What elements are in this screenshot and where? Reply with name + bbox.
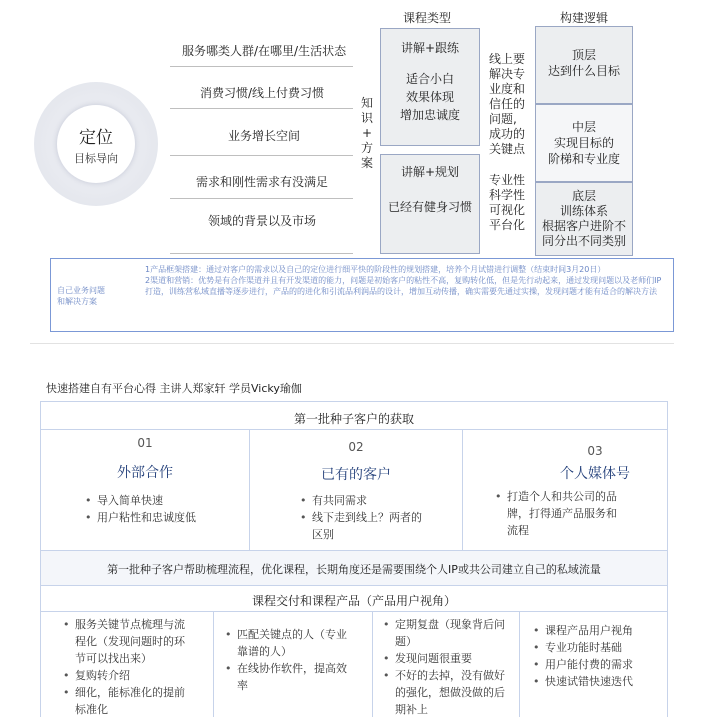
row-4: 需求和刚性需求有没满足 [196,175,329,189]
notes-text: 1产品框架搭建：通过对客户的需求以及自己的定位进行细平快的阶段性的规划搭建，培养个月试错进行调整（结束时间3月20日） 2渠道和营销：优势是有合作渠道并且有开发渠道的能力，问题是初始客户的粘性不高，复购转化低，但是先行动起来，通过发现问题以及老师们IP打造，训练营私域直播等逐步进行，产品的的进化和引流品利润品的设计，增加互动传播，确实需要先通过实操，发现问题才能有适合的解决方法 [145,265,662,296]
course-type-body: 已经有健身习惯 [387,200,472,214]
col-divider [519,612,520,717]
knowledge-plan-label: 知 识 + 方 案 [360,96,373,170]
row-divider [170,253,353,254]
col-number: 02 [348,440,364,454]
col-title: 外部合作 [117,465,173,481]
circle-title: 定位 [79,127,113,148]
row-divider [170,108,353,109]
logic-bottom [535,182,633,256]
row-5: 领域的背景以及市场 [208,214,317,228]
middle-text-1: 线上要 解决专 业度和 信任的 问题, 成功的 关键点 [489,52,526,156]
row-divider [170,66,353,67]
col-number: 03 [587,444,603,458]
title-divider [41,611,667,612]
list-item: • 有共同需求 [298,492,458,509]
list-item: • 专业功能时基础 [531,639,667,656]
delivery-col-2 [223,626,373,694]
summary-text: 第一批种子客户帮助梳理流程，优化课程，长期角度还是需要围绕个人IP或共公司建立自己的私域流量 [107,563,601,576]
logic-middle [535,104,633,182]
col-list [298,492,458,543]
course-type-box-1 [380,28,480,146]
list-item: • 快速试错快速迭代 [531,673,667,690]
list-item: • 课程产品用户视角 [531,622,667,639]
list-item: • 用户粘性和忠诚度低 [83,509,243,526]
seed-customer-table [40,401,668,717]
list-item: • 在线协作软件，提高效 率 [223,660,373,694]
bottom-heading: 快速搭建自有平台心得 主讲人郑家轩 学员Vicky瑜伽 [46,382,302,395]
course-type-header: 课程类型 [403,11,452,25]
list-item: • 定期复盘（现象背后问 题） [381,616,521,650]
course-type-box-2 [380,154,480,254]
col-divider [213,612,214,717]
list-item: • 服务关键节点梳理与流 程化（发现问题时的环 节可以找出来） [61,616,221,667]
notes-label: 自己业务问题 和解决方案 [57,286,105,306]
row-divider [170,198,353,199]
col-title: 已有的客户 [321,467,391,483]
delivery-col-3 [381,616,521,718]
source-col-2 [250,430,462,550]
section-divider [30,343,674,344]
course-type-body: 适合小白 效果体现 增加忠诚度 [399,72,460,122]
col-title: 个人媒体号 [560,466,630,482]
list-item: • 用户能付费的需求 [531,656,667,673]
col-list [83,492,243,526]
row-3: 业务增长空间 [228,129,301,143]
course-type-title: 讲解+跟练 [400,41,460,55]
list-item: • 线下走到线上？两者的 区别 [298,509,458,543]
col-list [493,488,665,539]
col-divider [372,612,373,717]
section1-title: 第一批种子客户的获取 [293,412,414,426]
list-item: • 发现问题很重要 [381,650,521,667]
positioning-circle-inner [57,105,135,183]
section2-title: 课程交付和课程产品（产品用户视角） [251,594,456,608]
row-divider [170,155,353,156]
notes-box [50,258,674,332]
source-col-3 [463,430,667,550]
delivery-col-1 [61,616,221,718]
list-item: • 打造个人和共公司的品 牌，打得通产品服务和 流程 [493,488,665,539]
list-item: • 匹配关键点的人（专业 靠谱的人） [223,626,373,660]
logic-header: 构建逻辑 [560,11,609,25]
logic-top [535,26,633,104]
top-diagram [0,0,704,340]
list-item: • 不好的去掉，没有做好 的强化，想做没做的后 期补上 [381,667,521,718]
delivery-col-4 [531,622,667,690]
course-type-title: 讲解+规划 [400,165,460,179]
col-number: 01 [137,436,153,450]
circle-subtitle: 目标导向 [74,151,118,165]
logic-top-text: 顶层 达到什么目标 [547,48,620,78]
logic-middle-text: 中层 实现目标的 阶梯和专业度 [547,120,620,166]
list-item: • 导入简单快速 [83,492,243,509]
list-item: • 细化，能标准化的提前 标准化 [61,684,221,718]
summary-row [41,550,667,586]
row-1: 服务哪类人群/在哪里/生活状态 [182,44,347,58]
source-col-1 [41,430,249,550]
middle-text-2: 专业性 科学性 可视化 平台化 [489,173,526,232]
positioning-circle [34,82,158,206]
logic-bottom-text: 底层 训练体系 根据客户进阶不 同分出不同类别 [541,189,626,248]
list-item: • 复购转介绍 [61,667,221,684]
row-2: 消费习惯/线上付费习惯 [200,86,325,100]
